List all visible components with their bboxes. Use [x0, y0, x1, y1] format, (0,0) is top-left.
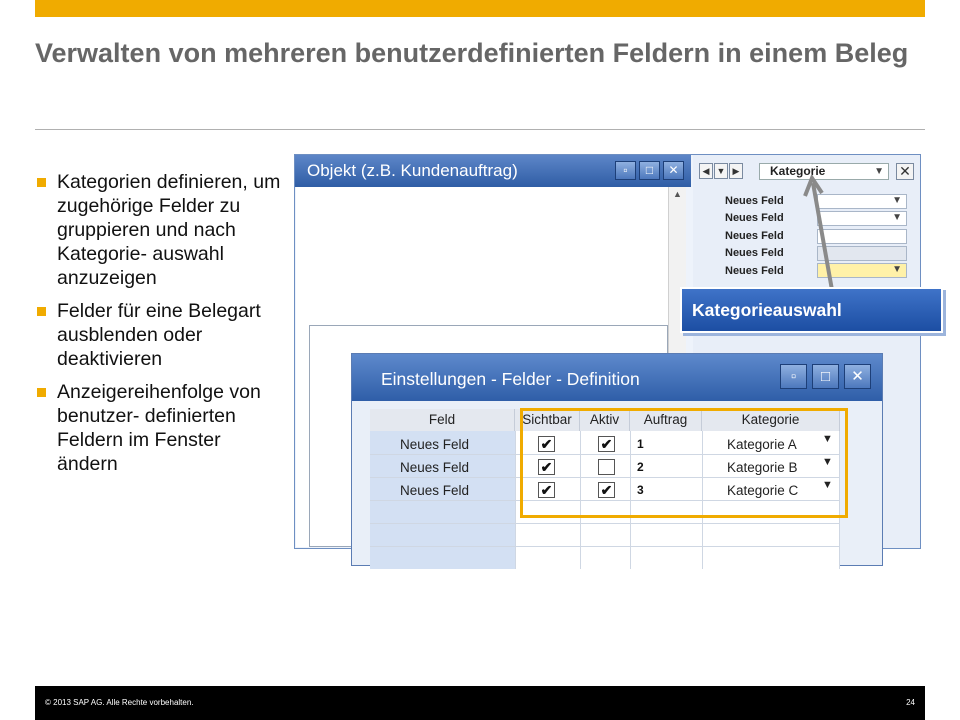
kategorie-cell[interactable]: Kategorie C — [727, 483, 799, 498]
bullet-item: Anzeigereihenfolge von benutzer- definierten Feldern im Fenster ändern — [35, 380, 285, 476]
nav-next-icon[interactable]: ▶ — [729, 163, 743, 179]
bullet-item: Kategorien definieren, um zugehörige Felder zu gruppieren und nach Kategorie- auswahl anzuzeigen — [35, 170, 285, 290]
bullet-list — [35, 170, 285, 485]
column-header-kategorie[interactable]: Kategorie — [702, 409, 840, 431]
bullet-square-icon — [37, 178, 46, 187]
bullet-square-icon — [37, 388, 46, 397]
aktiv-checkbox[interactable]: ✔ — [598, 482, 615, 498]
footer-bar — [35, 686, 925, 720]
object-window-title: Objekt (z.B. Kundenauftrag) — [307, 161, 518, 180]
panel-nav — [699, 163, 755, 180]
sichtbar-checkbox[interactable]: ✔ — [538, 482, 555, 498]
close-icon[interactable]: ✕ — [663, 161, 684, 180]
sichtbar-checkbox[interactable]: ✔ — [538, 459, 555, 475]
row-divider — [370, 546, 840, 547]
row-divider — [370, 523, 840, 524]
maximize-icon[interactable]: □ — [812, 364, 839, 389]
copyright-text: © 2013 SAP AG. Alle Rechte vorbehalten. — [45, 698, 194, 707]
field-label: Neues Feld — [725, 230, 784, 242]
column-divider — [515, 431, 516, 569]
field-text-input[interactable] — [817, 229, 907, 244]
field-dropdown[interactable] — [817, 211, 907, 226]
close-icon[interactable]: ✕ — [844, 364, 871, 389]
field-label: Neues Feld — [725, 265, 784, 277]
chevron-down-icon: ▼ — [892, 264, 902, 275]
column-header-feld[interactable]: Feld — [370, 409, 515, 431]
chevron-down-icon[interactable]: ▼ — [822, 456, 833, 468]
object-window-titlebar — [295, 155, 691, 187]
maximize-icon[interactable]: □ — [639, 161, 660, 180]
field-dropdown-highlighted[interactable] — [817, 263, 907, 278]
column-header-aktiv[interactable]: Aktiv — [580, 409, 630, 431]
auftrag-cell[interactable]: 3 — [637, 483, 644, 497]
nav-down-icon[interactable]: ▼ — [714, 163, 728, 179]
category-select[interactable]: Kategorie ▼ — [759, 163, 889, 180]
minimize-icon[interactable]: ▫ — [615, 161, 636, 180]
category-selection-callout: Kategorieauswahl — [680, 287, 943, 333]
field-label: Neues Feld — [725, 212, 784, 224]
row-feld-cell: Neues Feld — [400, 460, 470, 475]
chevron-down-icon: ▼ — [892, 195, 902, 206]
chevron-down-icon[interactable]: ▼ — [822, 479, 833, 491]
field-dropdown[interactable] — [817, 194, 907, 209]
sichtbar-checkbox[interactable]: ✔ — [538, 436, 555, 452]
auftrag-cell[interactable]: 1 — [637, 437, 644, 451]
field-label: Neues Feld — [725, 195, 784, 207]
chevron-down-icon: ▼ — [874, 166, 884, 177]
bullet-item: Felder für eine Belegart ausblenden oder deaktivieren — [35, 299, 285, 371]
nav-prev-icon[interactable]: ◀ — [699, 163, 713, 179]
row-feld-cell: Neues Feld — [400, 437, 470, 452]
settings-window-titlebar — [352, 354, 882, 401]
page-number: 24 — [906, 698, 915, 707]
row-feld-cell: Neues Feld — [400, 483, 470, 498]
auftrag-cell[interactable]: 2 — [637, 460, 644, 474]
field-label: Neues Feld — [725, 247, 784, 259]
bullet-square-icon — [37, 307, 46, 316]
chevron-down-icon[interactable]: ▼ — [822, 433, 833, 445]
field-disabled-input — [817, 246, 907, 261]
panel-close-icon[interactable]: ✕ — [896, 163, 914, 180]
column-header-auftrag[interactable]: Auftrag — [630, 409, 702, 431]
title-divider — [35, 129, 925, 130]
chevron-down-icon: ▼ — [892, 212, 902, 223]
minimize-icon[interactable]: ▫ — [780, 364, 807, 389]
column-header-sichtbar[interactable]: Sichtbar — [515, 409, 580, 431]
top-accent-bar — [35, 0, 925, 17]
highlight-frame — [520, 408, 848, 518]
scroll-up-icon[interactable]: ▲ — [673, 189, 682, 199]
aktiv-checkbox[interactable]: ✔ — [598, 436, 615, 452]
page-title: Verwalten von mehreren benutzerdefinierten Feldern in einem Beleg — [35, 38, 909, 68]
settings-window-title: Einstellungen - Felder - Definition — [381, 369, 640, 389]
kategorie-cell[interactable]: Kategorie A — [727, 437, 797, 452]
kategorie-cell[interactable]: Kategorie B — [727, 460, 798, 475]
